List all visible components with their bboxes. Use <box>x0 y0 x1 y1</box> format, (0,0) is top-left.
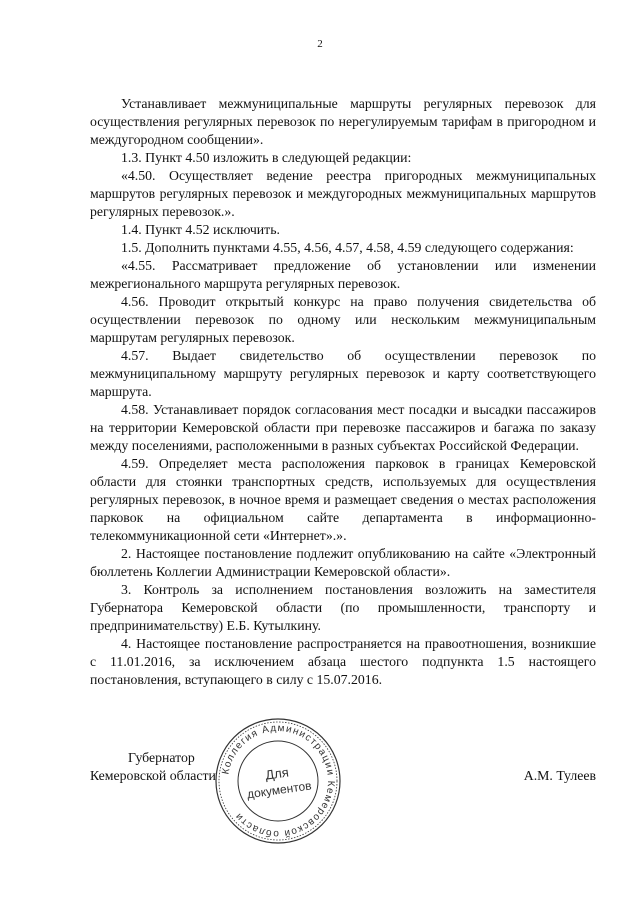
signatory-title-line1: Губернатор <box>128 750 195 765</box>
paragraph: 1.3. Пункт 4.50 изложить в следующей редакции: <box>121 150 412 165</box>
stamp-ring-text: Коллегия Администрации Кемеровской области <box>220 722 337 840</box>
paragraph: 4. Настоящее постановление распространяется на правоотношения, возникшие с 11.01.2016, за исключением абзаца шестого подпункта 1.5 настоящего постановления, вступающего в силу с 15.07.2016. <box>90 636 596 687</box>
signatory-title-line2: Кемеровской области <box>90 768 216 783</box>
official-stamp <box>213 716 343 846</box>
signature-block <box>90 750 596 850</box>
page-number: 2 <box>317 38 323 50</box>
paragraph: 4.58. Устанавливает порядок согласования мест посадки и высадки пассажиров на территории Кемеровской области при перевозке пассажиров и багажа по заказу между поселениями, расположенными в разных субъектах Российской Федерации. <box>90 402 596 453</box>
paragraph: «4.55. Рассматривает предложение об установлении или изменении межрегионального маршрута регулярных перевозок. <box>90 258 596 291</box>
stamp-center-line1: Для <box>264 764 290 783</box>
paragraph: 1.5. Дополнить пунктами 4.55, 4.56, 4.57, 4.58, 4.59 следующего содержания: <box>121 240 574 255</box>
paragraph: 1.4. Пункт 4.52 исключить. <box>121 222 280 237</box>
signatory-name: А.М. Тулеев <box>523 768 596 783</box>
stamp-center-line2: документов <box>246 778 313 802</box>
document-body <box>90 95 596 689</box>
paragraph: 2. Настоящее постановление подлежит опубликованию на сайте «Электронный бюллетень Коллегии Администрации Кемеровской области». <box>90 546 596 579</box>
paragraph: 4.56. Проводит открытый конкурс на право получения свидетельства об осуществлении перевозок по одному или нескольким межмуниципальным маршрутам регулярных перевозок. <box>90 294 596 345</box>
paragraph: «4.50. Осуществляет ведение реестра пригородных межмуниципальных маршрутов регулярных перевозок и междугородных межмуниципальных маршрутов регулярных перевозок.». <box>90 168 596 219</box>
paragraph: 4.57. Выдает свидетельство об осуществлении перевозок по межмуниципальному маршруту регулярных перевозок и карту соответствующего маршрута. <box>90 348 596 399</box>
paragraph: 3. Контроль за исполнением постановления возложить на заместителя Губернатора Кемеровской области (по промышленности, транспорту и предпринимательству) Е.Б. Кутылкину. <box>90 582 596 633</box>
paragraph: 4.59. Определяет места расположения парковок в границах Кемеровской области для стоянки транспортных средств, используемых для осуществления регулярных перевозок, в ночное время и размещает сведения о местах расположения парковок на официальном сайте департамента в информационно-телекоммуникационной сети «Интернет».». <box>90 456 596 543</box>
paragraph: Устанавливает межмуниципальные маршруты регулярных перевозок для осуществления регулярных перевозок по нерегулируемым тарифам в пригородном и междугородном сообщении». <box>90 96 596 147</box>
